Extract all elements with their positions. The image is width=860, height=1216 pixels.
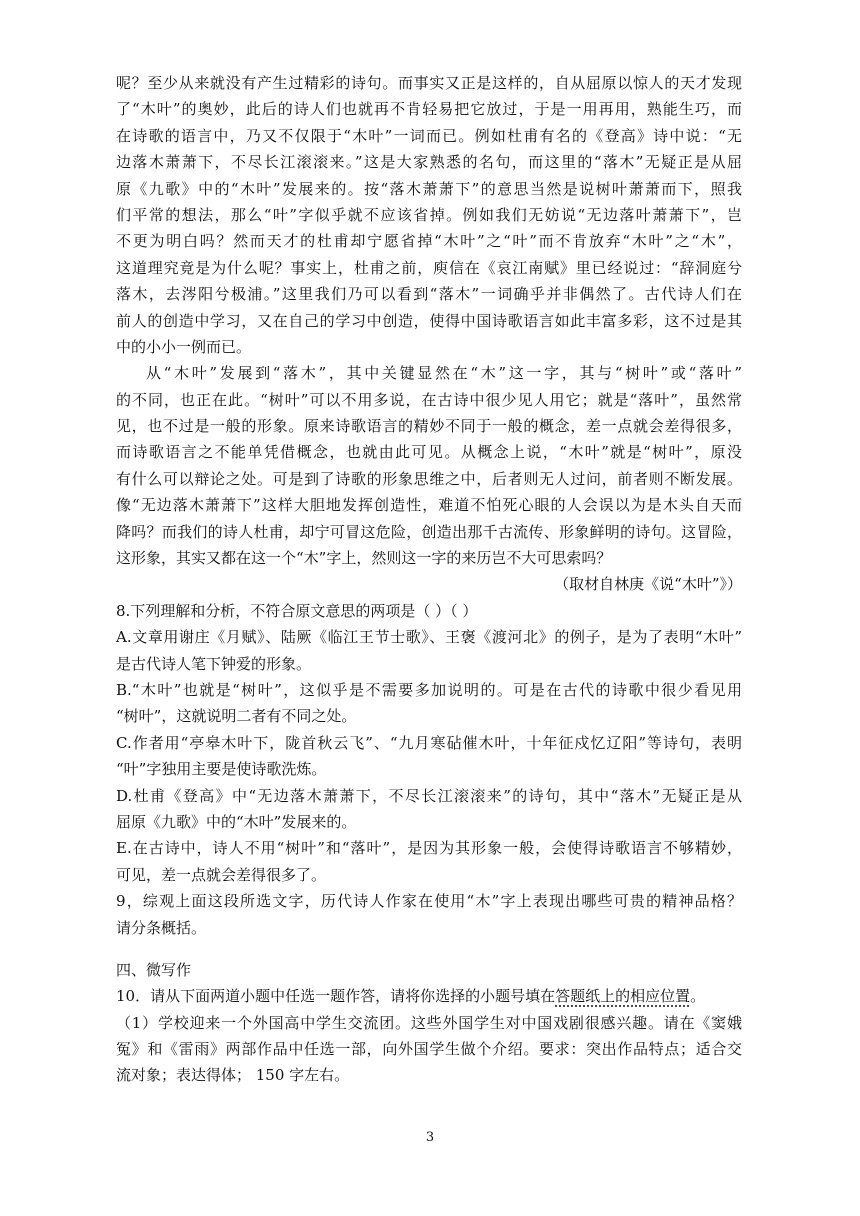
- text-line: 在诗歌的语言中，乃又不仅限于“木叶”一词而已。例如杜甫有名的《登高》诗中说：“无: [116, 126, 742, 145]
- text-line: 这道理究竟是为什么呢？事实上，杜甫之前，庾信在《哀江南赋》里已经说过：“辞洞庭兮: [116, 258, 742, 277]
- text-line: 请分条概括。: [116, 918, 207, 937]
- text-line: 落木，去涔阳兮极浦。”这里我们乃可以看到“落木”一词确乎并非偶然了。古代诗人们在: [116, 285, 742, 304]
- passage-paragraph-2: [116, 360, 742, 571]
- page-content: [116, 70, 742, 1089]
- text-line: 冤》和《雷雨》两部作品中任选一部，向外国学生做个介绍。要求：突出作品特点；适合交: [116, 1040, 742, 1059]
- option-c: [116, 730, 742, 783]
- text-line: D.杜甫《登高》中“无边落木萧萧下，不尽长江滚滚来”的诗句，其中“落木”无疑正是从: [116, 786, 742, 805]
- q10-text-pre: 10．请从下面两道小题中任选一题作答，请将你选择的小题号填在: [116, 987, 556, 1006]
- text-line: 屈原《九歌》中的“木叶”发展来的。: [116, 812, 357, 831]
- text-line: A.文章用谢庄《月赋》、陆厥《临江王节士歌》、王褒《渡河北》的例子，是为了表明“木叶”: [116, 628, 742, 647]
- option-e: [116, 835, 742, 888]
- text-line: 前人的创造中学习，又在自己的学习中创造，使得中国诗歌语言如此丰富多彩，这不过是其: [116, 311, 742, 330]
- q10-text-post: 。: [690, 987, 706, 1006]
- text-line: “树叶”，这就说明二者有不同之处。: [116, 707, 357, 726]
- text-line: C.作者用“亭皋木叶下，陇首秋云飞”、“九月寒砧催木叶，十年征戍忆辽阳”等诗句，表明: [116, 733, 742, 752]
- text-line: 了“木叶”的奥妙，此后的诗人们也就再不肯轻易把它放过，于是一用再用，熟能生巧，而: [116, 100, 742, 119]
- text-line: 中的小小一例而已。: [116, 337, 252, 356]
- text-line: E.在古诗中，诗人不用“树叶”和“落叶”，是因为其形象一般，会使得诗歌语言不够精妙，: [116, 839, 742, 858]
- text-line: 的不同，也正在此。“树叶”可以不用多说，在古诗中很少见人用它；就是“落叶”，虽然常: [116, 390, 742, 409]
- text-line: （1）学校迎来一个外国高中学生交流团。这些外国学生对中国戏剧很感兴趣。请在《窦娥: [116, 1013, 742, 1032]
- option-b: [116, 677, 742, 730]
- option-a: [116, 624, 742, 677]
- text-line: “叶”字独用主要是使诗歌洗炼。: [116, 760, 327, 779]
- text-line: 有什么可以辩论之处。可是到了诗歌的形象思维之中，后者则无人过问，前者则不断发展。: [116, 469, 742, 488]
- subquestion-1: [116, 1010, 742, 1089]
- q10-emphasis: 答题纸上的相应位置: [555, 987, 691, 1006]
- text-line: 边落木萧萧下，不尽长江滚滚来。”这是大家熟悉的名句，而这里的“落木”无疑正是从屈: [116, 153, 742, 172]
- text-line: 原《九歌》中的“木叶”发展来的。按“落木萧萧下”的意思当然是说树叶萧萧而下，照我: [116, 179, 742, 198]
- text-line: 降吗？而我们的诗人杜甫，却宁可冒这危险，创造出那千古流传、形象鲜明的诗句。这冒险，: [116, 522, 742, 541]
- text-line: 像“无边落木萧萧下”这样大胆地发挥创造性，难道不怕死心眼的人会误以为是木头自天而: [116, 496, 742, 515]
- text-line: 这形象，其实又都在这一个“木”字上，然则这一字的来历岂不大可思索吗？: [116, 549, 612, 568]
- option-d: [116, 783, 742, 836]
- passage-paragraph-1: [116, 70, 742, 360]
- question-10-stem: [116, 983, 742, 1009]
- text-line: B.“木叶”也就是“树叶”，这似乎是不需要多加说明的。可是在古代的诗歌中很少看见用: [116, 680, 742, 699]
- source-citation: （取材自林庚《说“木叶”》）: [554, 575, 742, 594]
- spacer: [116, 941, 742, 957]
- text-line: 见，也不过是一般的形象。原来诗歌语言的精妙不同于一般的概念，差一点就会差得很多，: [116, 417, 742, 436]
- text-line: 是古代诗人笔下钟爱的形象。: [116, 654, 312, 673]
- page-number: 3: [425, 1130, 435, 1145]
- text-line: 流对象；表达得体； 150 字左右。: [116, 1066, 350, 1085]
- text-line: 呢？至少从来就没有产生过精彩的诗句。而事实又正是这样的，自从屈原以惊人的天才发现: [116, 74, 742, 92]
- text-line: 9，综观上面这段所选文字，历代诗人作家在使用“木”字上表现出哪些可贵的精神品格？: [116, 892, 742, 911]
- text-line: 而诗歌语言之不能单凭借概念，也就由此可见。从概念上说，“木叶”就是“树叶”，原没: [116, 443, 742, 462]
- text-line: 们平常的想法，那么“叶”字似乎就不应该省掉。例如我们无妨说“无边落叶萧萧下”，岂: [116, 205, 742, 224]
- text-line: 从“木叶”发展到“落木”，其中关键显然在“木”这一字，其与“树叶”或“落叶”: [146, 364, 742, 383]
- section-4: [116, 957, 742, 1089]
- section-title: 四、微写作: [116, 960, 192, 979]
- question-8: [116, 598, 742, 888]
- question-9: [116, 888, 742, 941]
- question-stem: 8.下列理解和分析，不符合原文意思的两项是（ ）（ ）: [116, 601, 478, 620]
- text-line: 可见，差一点就会差得很多了。: [116, 865, 327, 884]
- text-line: 不更为明白吗？然而天才的杜甫却宁愿省掉“木叶”之“叶”而不肯放弃“木叶”之“木”，: [116, 232, 742, 251]
